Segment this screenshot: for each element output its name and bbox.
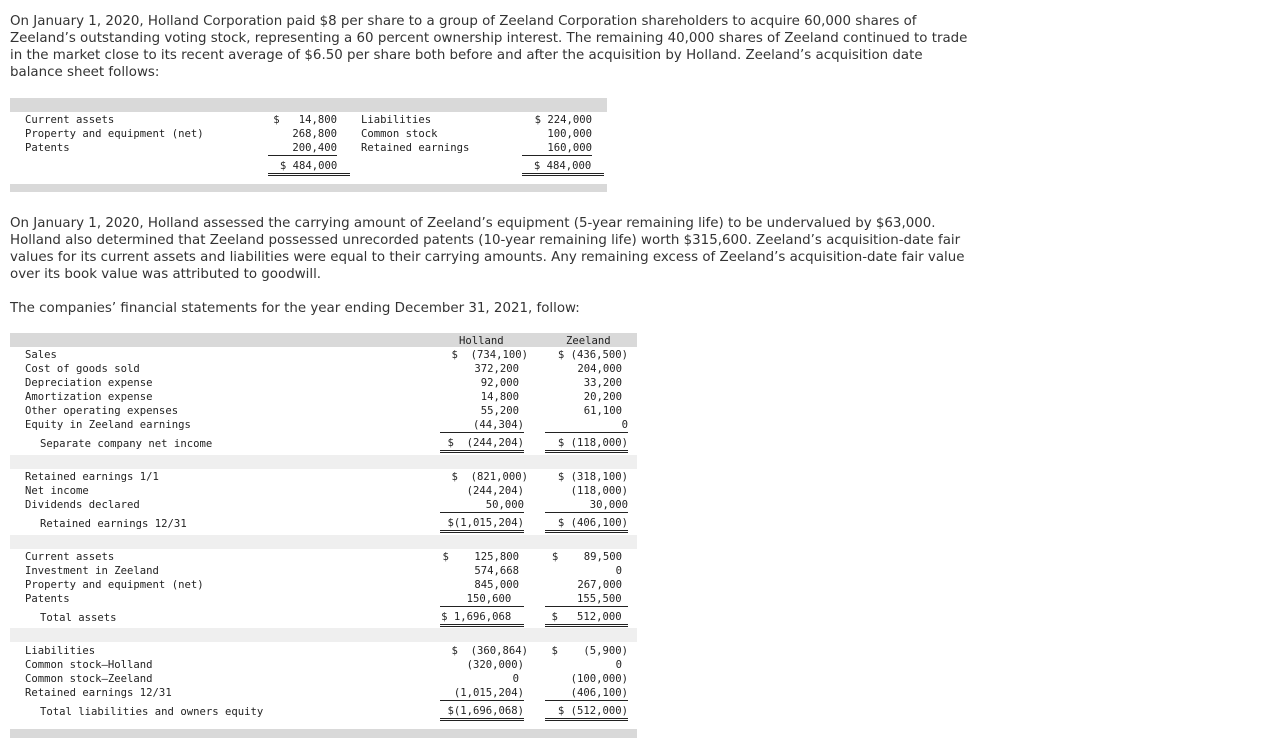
table-footer-band [10, 184, 607, 192]
zeeland-total: $ (512,000) [545, 704, 628, 721]
zeeland-value: 0 [545, 418, 628, 433]
zeeland-value: $ (318,100) [557, 471, 628, 483]
bs-left-label: Property and equipment (net) [25, 128, 204, 140]
holland-total: $ (244,204) [440, 436, 524, 453]
holland-value: 92,000 [480, 377, 519, 389]
holland-value: 372,200 [474, 363, 519, 375]
zeeland-value-text: 155,500 [576, 593, 622, 605]
statements-intro: The companies’ financial statements for the year ending December 31, 2021, follow: [10, 301, 580, 316]
zeeland-value: $ (5,900) [551, 645, 628, 657]
bs-left-total-text: $ 484,000 [279, 160, 338, 172]
zeeland-value: 0 [615, 565, 622, 577]
row-label: Retained earnings 12/31 [25, 687, 172, 699]
row-label: Current assets [25, 551, 115, 563]
bs-right-total [522, 159, 604, 176]
zeeland-value: (100,000) [570, 673, 628, 685]
holland-value: $ (734,100) [451, 349, 528, 361]
row-label: Common stock—Holland [25, 659, 153, 671]
holland-value: (244,204) [466, 485, 524, 497]
bs-right-value: 160,000 [522, 141, 592, 156]
bs-left-total [268, 159, 350, 176]
zeeland-value: $ (436,500) [557, 349, 628, 361]
zeeland-value [545, 592, 628, 607]
bs-left-value: 200,400 [268, 141, 337, 156]
holland-total: $(1,696,068) [440, 704, 524, 721]
zeeland-value: 204,000 [577, 363, 622, 375]
table-footer-band [10, 729, 637, 738]
row-label: Retained earnings 1/1 [25, 471, 159, 483]
zeeland-value: (406,100) [545, 686, 628, 701]
zeeland-total-text: $ 512,000 [551, 611, 622, 623]
bs-right-value: $ 224,000 [534, 114, 592, 126]
holland-value [440, 592, 524, 607]
holland-value: (44,304) [440, 418, 524, 433]
section-separator [10, 628, 637, 642]
zeeland-value: 33,200 [583, 377, 622, 389]
total-label: Retained earnings 12/31 [40, 518, 187, 530]
holland-value: 574,668 [474, 565, 519, 577]
total-label: Total assets [40, 612, 117, 624]
row-label: Equity in Zeeland earnings [25, 419, 191, 431]
bs-left-label: Current assets [25, 114, 115, 126]
holland-value: $ 125,800 [442, 551, 519, 563]
zeeland-value: 267,000 [577, 579, 622, 591]
zeeland-value: 0 [615, 659, 622, 671]
zeeland-value: 61,100 [583, 405, 622, 417]
holland-value: (1,015,204) [440, 686, 524, 701]
holland-value: 55,200 [480, 405, 519, 417]
holland-value: 50,000 [440, 498, 524, 513]
row-label: Property and equipment (net) [25, 579, 204, 591]
row-label: Amortization expense [25, 391, 153, 403]
zeeland-total: $ (406,100) [545, 516, 628, 533]
row-label: Sales [25, 349, 57, 361]
row-label: Other operating expenses [25, 405, 179, 417]
bs-right-label: Liabilities [361, 114, 432, 126]
zeeland-value: 30,000 [545, 498, 628, 513]
row-label: Liabilities [25, 645, 96, 657]
zeeland-value: 20,200 [583, 391, 622, 403]
row-label: Dividends declared [25, 499, 140, 511]
bs-right-label: Common stock [361, 128, 438, 140]
total-label: Total liabilities and owners equity [40, 706, 264, 718]
row-label: Net income [25, 485, 89, 497]
bs-right-value: 100,000 [547, 128, 592, 140]
table-header-band [10, 333, 637, 347]
holland-value: 0 [512, 673, 519, 685]
zeeland-total: $ (118,000) [545, 436, 628, 453]
holland-total: $(1,015,204) [440, 516, 524, 533]
bs-right-total-text: $ 484,000 [533, 160, 592, 172]
bs-left-value: $ 14,800 [273, 114, 337, 126]
holland-value: $ (821,000) [451, 471, 528, 483]
zeeland-total [545, 610, 628, 627]
holland-value: (320,000) [466, 659, 524, 671]
row-label: Investment in Zeeland [25, 565, 159, 577]
holland-value-text: 150,600 [466, 593, 512, 605]
assessment-paragraph: On January 1, 2020, Holland assessed the carrying amount of Zeeland’s equipment (5-year remaining life) to be undervalued by $63,000. Holland also determined that Zeeland possessed unrecorded patents (10-year remaining life) worth $315,600. Zeeland’s acquisition-date fair values for its current assets and liabilities were equal to their carrying amounts. Any remaining excess of Zeeland’s acquisition-date fair value over its book value was attributed to goodwill. [10, 216, 965, 282]
column-header-holland: Holland [459, 335, 504, 347]
table-header-band [10, 98, 607, 112]
holland-value: 845,000 [474, 579, 519, 591]
zeeland-value: (118,000) [570, 485, 628, 497]
total-label: Separate company net income [40, 438, 213, 450]
zeeland-value: $ 89,500 [551, 551, 622, 563]
holland-total-text: $ 1,696,068 [441, 611, 512, 623]
holland-total [440, 610, 524, 627]
row-label: Common stock—Zeeland [25, 673, 153, 685]
section-separator [10, 535, 637, 549]
row-label: Depreciation expense [25, 377, 153, 389]
intro-paragraph: On January 1, 2020, Holland Corporation paid $8 per share to a group of Zeeland Corporation shareholders to acquire 60,000 shares of Zeeland’s outstanding voting stock, representing a 60 percent ownership interest. The remaining 40,000 shares of Zeeland continued to trade in the market close to its recent average of $6.50 per share both before and after the acquisition by Holland. Zeeland’s acquisition date balance sheet follows: [10, 14, 968, 80]
bs-left-label: Patents [25, 142, 70, 154]
row-label: Patents [25, 593, 70, 605]
row-label: Cost of goods sold [25, 363, 140, 375]
holland-value: $ (360,864) [451, 645, 528, 657]
bs-right-label: Retained earnings [361, 142, 470, 154]
bs-left-value: 268,800 [292, 128, 337, 140]
column-header-zeeland: Zeeland [566, 335, 611, 347]
holland-value: 14,800 [480, 391, 519, 403]
section-separator [10, 455, 637, 469]
